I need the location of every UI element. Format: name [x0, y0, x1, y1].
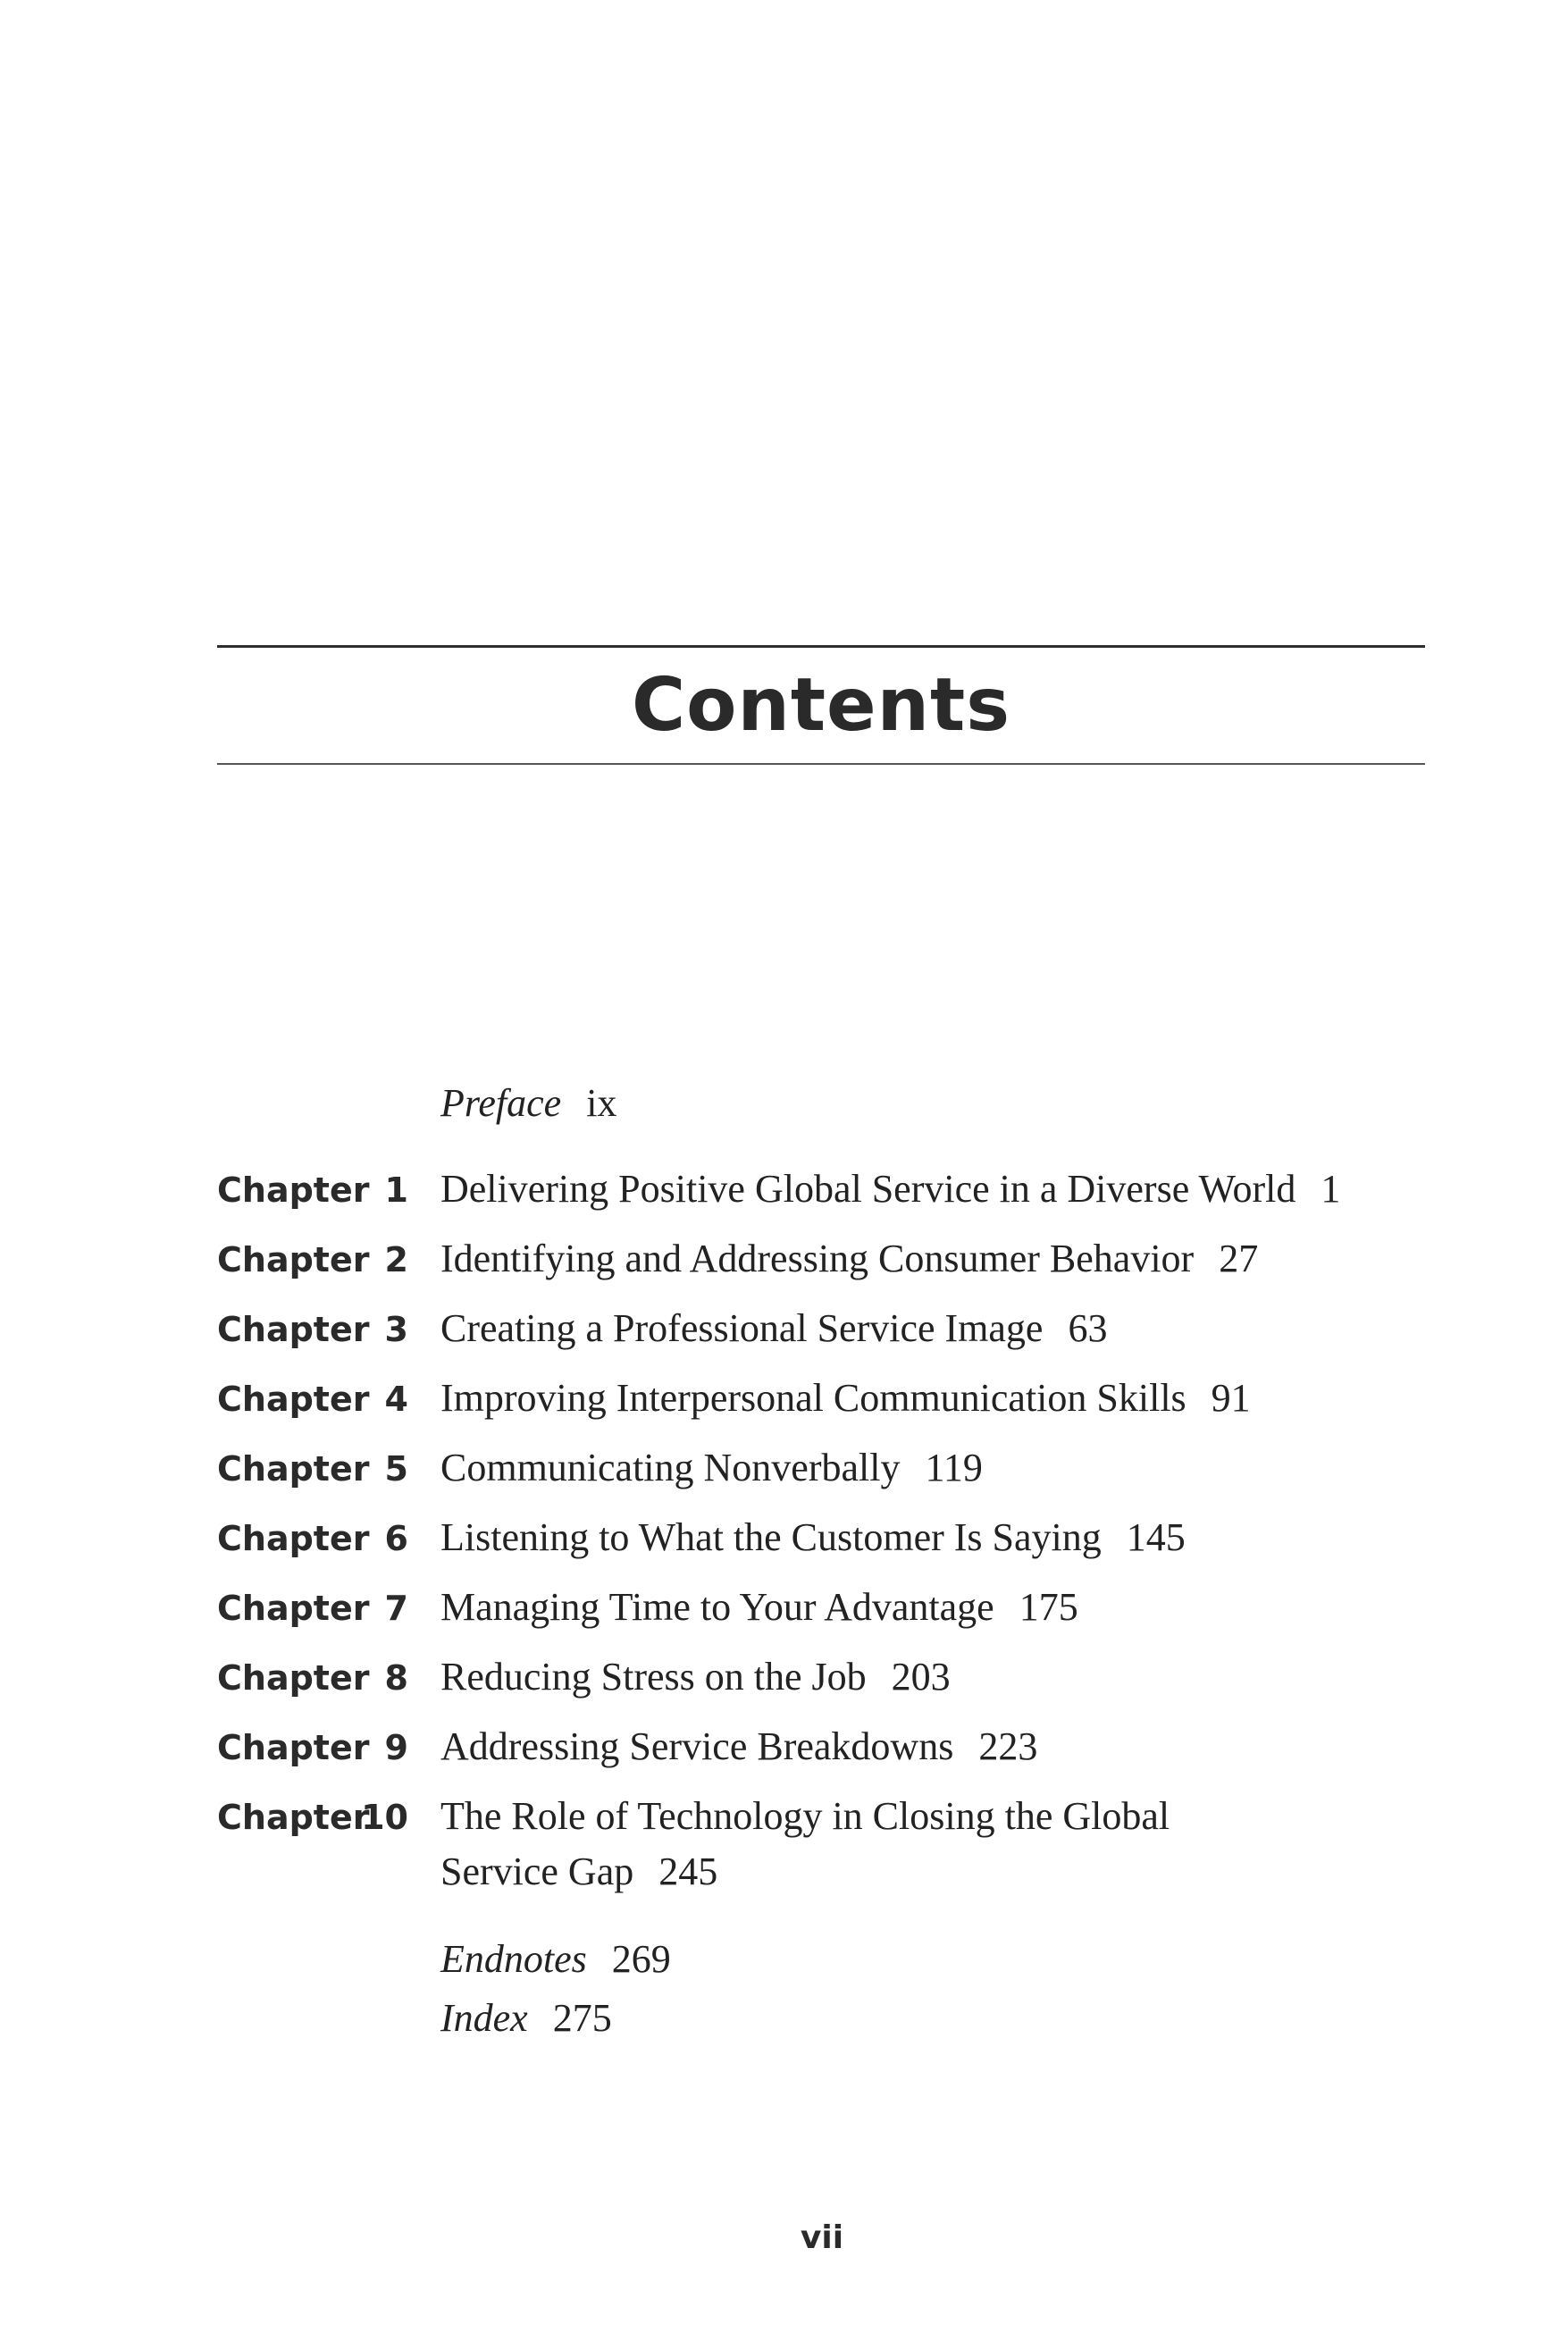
chapter-title: [440, 1440, 1379, 1496]
chapter-title-text: Improving Interpersonal Communication Skills: [440, 1376, 1186, 1420]
chapter-page: 27: [1219, 1237, 1259, 1280]
toc-entry-page: ix: [586, 1081, 617, 1125]
chapter-label: Chapter: [217, 1798, 370, 1837]
chapter-page: 223: [978, 1724, 1038, 1768]
chapter-title-text: Managing Time to Your Advantage: [440, 1585, 994, 1629]
page-title: Contents: [631, 663, 1011, 748]
toc-entry-title: Index: [440, 1996, 528, 2040]
chapter-number: 4: [384, 1380, 408, 1419]
heading-bottom-rule: [217, 763, 1425, 765]
chapter-row: [217, 1649, 1425, 1719]
chapter-title-text: Addressing Service Breakdowns: [440, 1724, 954, 1768]
chapter-title-line2: Service Gap: [440, 1850, 634, 1893]
chapter-number: 9: [384, 1728, 408, 1767]
chapter-title: [440, 1510, 1379, 1565]
chapter-number: 3: [384, 1310, 408, 1349]
chapter-row: [217, 1719, 1425, 1789]
chapter-title: [440, 1231, 1379, 1287]
chapter-row: [217, 1371, 1425, 1440]
chapter-page: 119: [925, 1446, 983, 1489]
chapter-number: 10: [361, 1798, 408, 1837]
chapter-title: [440, 1301, 1379, 1356]
chapter-row: [217, 1510, 1425, 1580]
chapter-page: 91: [1211, 1376, 1251, 1420]
chapter-label: Chapter: [217, 1170, 370, 1210]
chapter-title-text: Delivering Positive Global Service in a Diverse World: [440, 1167, 1296, 1211]
toc-entry-preface: [440, 1078, 616, 1129]
chapter-title: [440, 1649, 1379, 1705]
chapter-page: 1: [1321, 1167, 1341, 1211]
chapter-title: [440, 1371, 1379, 1426]
page-number: vii: [800, 2219, 844, 2256]
chapter-label: Chapter: [217, 1380, 370, 1419]
chapter-title: [440, 1162, 1379, 1217]
chapter-page: 175: [1019, 1585, 1078, 1629]
chapter-page: 203: [891, 1655, 951, 1699]
chapter-title-text: Communicating Nonverbally: [440, 1446, 901, 1489]
chapter-row: [217, 1580, 1425, 1649]
chapter-title: [440, 1789, 1379, 1900]
chapter-row: [217, 1231, 1425, 1301]
toc-entry-page: 269: [611, 1937, 671, 1981]
chapter-number: 8: [384, 1658, 408, 1698]
chapter-label: Chapter: [217, 1658, 370, 1698]
chapter-label: Chapter: [217, 1589, 370, 1628]
chapter-label: Chapter: [217, 1728, 370, 1767]
chapter-label: Chapter: [217, 1310, 370, 1349]
toc-entry-title: Endnotes: [440, 1937, 587, 1981]
chapter-page: 63: [1068, 1306, 1108, 1350]
chapter-number: 2: [384, 1240, 408, 1279]
chapter-number: 7: [384, 1589, 408, 1628]
chapter-title-text: Creating a Professional Service Image: [440, 1306, 1044, 1350]
chapter-row: [217, 1440, 1425, 1510]
chapter-number: 6: [384, 1519, 408, 1558]
chapter-row: [217, 1162, 1425, 1231]
chapter-label: Chapter: [217, 1519, 370, 1558]
toc-entry-index: [440, 1992, 612, 2044]
toc-entry-page: 275: [552, 1996, 612, 2040]
chapter-row: [217, 1301, 1425, 1371]
chapter-page: 145: [1126, 1515, 1186, 1559]
chapter-title-line1: The Role of Technology in Closing the Global: [440, 1794, 1170, 1838]
chapter-title: [440, 1719, 1379, 1774]
toc-entry-title: Preface: [440, 1081, 562, 1125]
chapter-title-text: Identifying and Addressing Consumer Behavior: [440, 1237, 1195, 1280]
chapter-number: 5: [384, 1449, 408, 1489]
chapter-label: Chapter: [217, 1240, 370, 1279]
chapter-list: [217, 1162, 1425, 1910]
chapter-label: Chapter: [217, 1449, 370, 1489]
chapter-page: 245: [658, 1850, 718, 1893]
chapter-number: 1: [384, 1170, 408, 1210]
chapter-title-text: Reducing Stress on the Job: [440, 1655, 867, 1699]
toc-entry-endnotes: [440, 1934, 671, 1985]
chapter-row: [217, 1789, 1425, 1910]
heading-top-rule: [217, 645, 1425, 648]
chapter-title: [440, 1580, 1379, 1635]
chapter-title-text: Listening to What the Customer Is Saying: [440, 1515, 1102, 1559]
